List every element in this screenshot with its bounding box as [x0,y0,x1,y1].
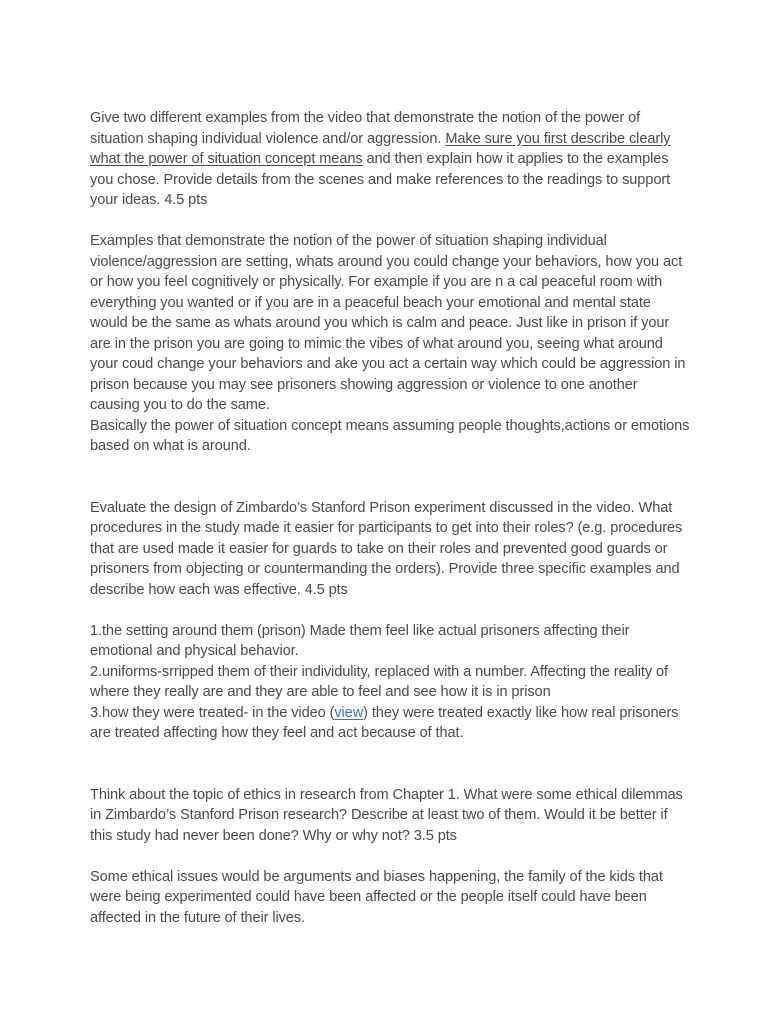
question-1-prompt-text-end: and then explain how it applies to the examples you chose. Provide details from the scenes and make references to the readings to support your ideas. 4.5 pts [90,151,671,208]
document-page [90,108,690,928]
spacer [90,600,690,621]
question-2-prompt: Evaluate the design of Zimbardo’s Stanford Prison experiment discussed in the video. What procedures in the study made it easier for participants to get into their roles? (e.g. procedures that are used made it easier for guards to take on their roles and prevented good guards or prisoners from objecting or countermanding the orders). Provide three specific examples and describe how each was effective. 4.5 pts [90,499,683,598]
question-1-answer: Examples that demonstrate the notion of the power of situation shaping individual violence/aggression are setting, whats around you could change your behaviors, how you act or how you feel cognitively or physically. For example if you are n a cal peaceful room with everything you wanted or if you are in a peaceful beach your emotional and mental state would be the same as whats around you which is calm and peace. Just like in prison if your are in the prison you are going to mimic the vibes of what around you, seeing what around your coud change your behaviors and ake you act a certain way which could be aggression in prison because you may see prisoners showing aggression or violence to one another causing you to do the same. Basically the power of situation concept means assuming people thoughts,actions or emotions based on what is around. [90,233,690,454]
question-1-underlined-instruction: Make sure you first describe clearly what the power of situation concept means [90,130,671,167]
question-2-answer-1: 1.the setting around them (prison) Made them feel like actual prisoners affecting their emotional and physical behavior. [90,622,630,659]
question-2-answer-3 [90,703,690,744]
spacer [90,744,690,785]
question-3-prompt: Think about the topic of ethics in research from Chapter 1. What were some ethical dilemmas in Zimbardo’s Stanford Prison research? Describe at least two of them. Would it be better if this study had never been done? Why or why not? 3.5 pts [90,786,683,844]
spacer [90,846,690,867]
question-1-prompt [90,108,690,211]
question-2-answer-2: 2.uniforms-srripped them of their individulity, replaced with a number. Affecting the reality of where they really are and they are able to feel and see how it is in prison [90,663,668,700]
question-2-answer-3-text-end: ) they were treated exactly like how real prisoners are treated affecting how they feel and act because of that. [90,704,679,741]
spacer [90,457,690,498]
spacer [90,211,690,232]
view-link[interactable]: view [334,704,364,721]
question-3-answer: Some ethical issues would be arguments and biases happening, the family of the kids that were being experimented could have been affected or the people itself could have been affected in the future of their lives. [90,868,663,926]
question-2-answer-3-text: 3.how they were treated- in the video ( [90,704,335,721]
question-1-prompt-text: Give two different examples from the video that demonstrate the notion of the power of situation shaping individual violence and/or aggression. [90,110,641,147]
